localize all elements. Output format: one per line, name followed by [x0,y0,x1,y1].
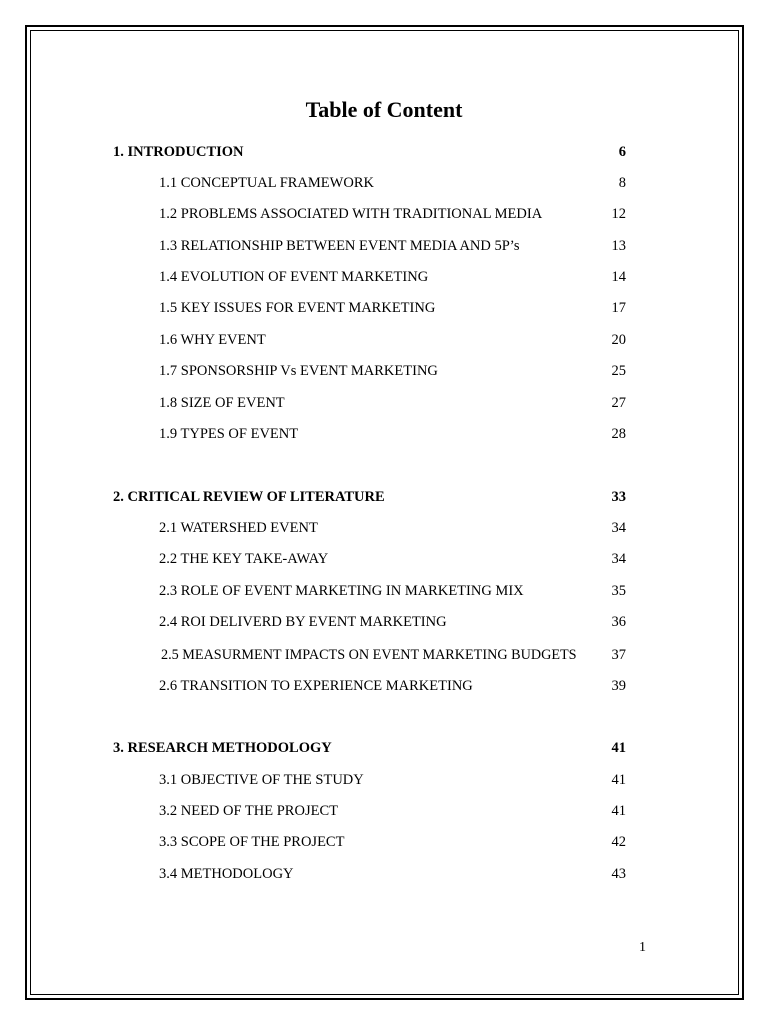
toc-item: 3.2 NEED OF THE PROJECT [159,803,338,819]
toc-item-page: 42 [611,834,626,850]
page-number: 1 [639,940,646,955]
toc-section-introduction: 1. INTRODUCTION [113,144,244,160]
toc-item-page: 8 [618,175,626,191]
toc-item: 3.4 METHODOLOGY [159,866,294,882]
toc-item-page: 37 [611,647,626,663]
toc-item: 1.7 SPONSORSHIP Vs EVENT MARKETING [159,363,438,379]
toc-item: 1.2 PROBLEMS ASSOCIATED WITH TRADITIONAL MEDIA [159,206,543,222]
toc-item-page: 41 [611,772,626,788]
toc-item: 2.5 MEASURMENT IMPACTS ON EVENT MARKETING BUDGETS [161,647,577,663]
toc-item: 2.4 ROI DELIVERD BY EVENT MARKETING [159,614,447,630]
toc-item-page: 34 [611,551,626,567]
toc-item: 2.1 WATERSHED EVENT [159,520,318,536]
page-border-inner [30,30,739,995]
toc-item-page: 41 [611,803,626,819]
toc-item-page: 34 [611,520,626,536]
toc-item-page: 14 [611,269,626,285]
toc-item: 1.6 WHY EVENT [159,332,266,348]
toc-item: 1.9 TYPES OF EVENT [159,426,299,442]
page-title: Table of Content [305,97,463,122]
toc-item: 2.6 TRANSITION TO EXPERIENCE MARKETING [159,678,473,694]
toc-item-page: 39 [611,678,626,694]
toc-item-page: 20 [611,332,626,348]
toc-item: 3.3 SCOPE OF THE PROJECT [159,834,345,850]
toc-item-page: 13 [611,238,626,254]
toc-item: 1.3 RELATIONSHIP BETWEEN EVENT MEDIA AND 5P’s [159,238,520,254]
toc-item: 2.2 THE KEY TAKE-AWAY [159,551,329,567]
toc-item-page: 12 [611,206,626,222]
toc-item: 1.5 KEY ISSUES FOR EVENT MARKETING [159,300,436,316]
toc-section-page: 33 [611,489,626,505]
toc-item-page: 17 [611,300,626,316]
toc-item-page: 25 [611,363,626,379]
toc-item-page: 36 [611,614,626,630]
toc-item: 1.1 CONCEPTUAL FRAMEWORK [159,175,374,191]
toc-item-page: 28 [611,426,626,442]
toc-item-page: 27 [611,395,626,411]
toc-section-page: 6 [618,144,626,160]
toc-item-page: 43 [611,866,626,882]
toc-item: 3.1 OBJECTIVE OF THE STUDY [159,772,364,788]
toc-section-page: 41 [611,740,626,756]
toc-section-research-methodology: 3. RESEARCH METHODOLOGY [113,740,332,756]
toc-item: 2.3 ROLE OF EVENT MARKETING IN MARKETING MIX [159,583,524,599]
toc-item: 1.4 EVOLUTION OF EVENT MARKETING [159,269,429,285]
toc-section-literature-review: 2. CRITICAL REVIEW OF LITERATURE [113,489,385,505]
toc-item-page: 35 [611,583,626,599]
toc-item: 1.8 SIZE OF EVENT [159,395,285,411]
